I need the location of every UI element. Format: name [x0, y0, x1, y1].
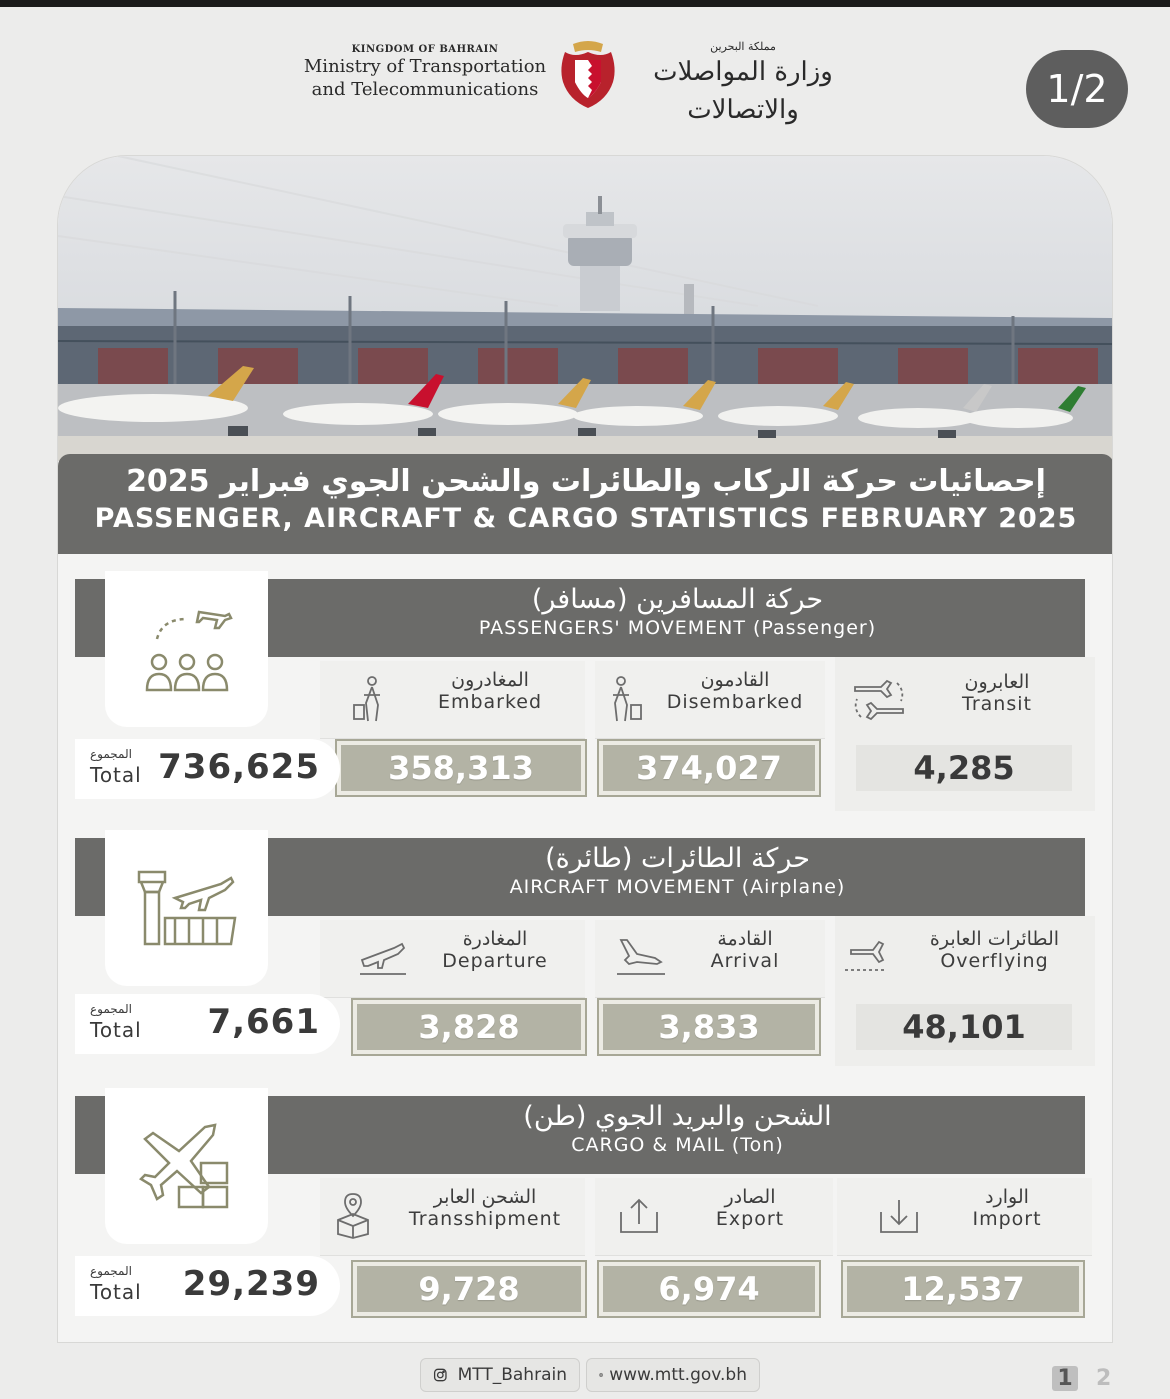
departure-label-english: Departure — [442, 950, 548, 972]
kingdom-label-arabic: مملكة البحرين — [710, 40, 776, 53]
total-label-arabic: المجموع — [90, 747, 132, 761]
arrival-value: 3,833 — [599, 1000, 819, 1054]
transshipment-label — [390, 1186, 580, 1230]
transshipment-label-english: Transshipment — [408, 1208, 562, 1230]
departure-value: 3,828 — [353, 1000, 585, 1054]
departure-label-box — [320, 920, 585, 998]
export-label-box — [595, 1178, 833, 1256]
cargo-plane-boxes-icon — [139, 1121, 235, 1211]
overflying-label-arabic: الطائرات العابرة — [929, 928, 1060, 950]
passengers-total-value: 736,625 — [158, 747, 320, 787]
airport-tower-plane-icon — [135, 868, 239, 948]
passengers-section — [75, 579, 1095, 811]
import-value: 12,537 — [843, 1262, 1083, 1316]
aircraft-section — [75, 838, 1095, 1066]
airport-terminal-image — [58, 156, 1113, 461]
page-pager — [1052, 1366, 1111, 1391]
transshipment-label-arabic: الشحن العابر — [433, 1186, 537, 1208]
aircraft-header-arabic: حركة الطائرات (طائرة) — [545, 843, 810, 874]
export-label-english: Export — [715, 1208, 785, 1230]
total-label-arabic: المجموع — [90, 1264, 132, 1278]
aircraft-total-value: 7,661 — [207, 1002, 320, 1042]
passengers-header-arabic: حركة المسافرين (مسافر) — [531, 584, 824, 615]
report-title-arabic: إحصائيات حركة الركاب والطائرات والشحن الجوي فبراير 2025 — [126, 464, 1046, 499]
total-label — [90, 747, 142, 787]
bahrain-emblem-icon — [555, 38, 621, 110]
cargo-header-arabic: الشحن والبريد الجوي (طن) — [523, 1101, 832, 1132]
statistics-card — [57, 155, 1113, 1343]
page-1-indicator[interactable]: 1 — [1052, 1366, 1078, 1391]
overflying-value: 48,101 — [856, 1004, 1072, 1050]
website-link[interactable] — [586, 1358, 760, 1392]
export-label — [685, 1186, 815, 1230]
download-arrow-icon — [877, 1196, 921, 1236]
export-label-arabic: الصادر — [724, 1186, 776, 1208]
ministry-header — [0, 38, 1170, 125]
website-text: www.mtt.gov.bh — [609, 1365, 747, 1385]
arriving-passenger-icon — [605, 675, 645, 725]
transit-planes-icon — [851, 673, 907, 727]
import-label — [937, 1186, 1077, 1230]
aircraft-header — [270, 838, 1085, 916]
transit-label-box — [837, 661, 1092, 739]
transit-label-arabic: العابرون — [964, 671, 1030, 693]
import-label-arabic: الوارد — [985, 1186, 1029, 1208]
ministry-name-english — [300, 44, 550, 101]
passengers-header — [270, 579, 1085, 657]
total-label — [90, 1002, 142, 1042]
disembarked-label-arabic: القادمون — [700, 669, 770, 691]
total-label — [90, 1264, 142, 1304]
cargo-icon-box — [105, 1088, 268, 1244]
disembarked-label-english: Disembarked — [666, 691, 804, 713]
transit-label-english: Transit — [962, 693, 1032, 715]
cargo-header — [270, 1096, 1085, 1174]
departure-label — [420, 928, 570, 972]
report-title-band — [58, 454, 1113, 554]
embarked-label-arabic: المغادرون — [451, 669, 529, 691]
ministry-name-arabic — [628, 40, 858, 129]
overflying-label-english: Overflying — [940, 950, 1049, 972]
aircraft-total — [75, 994, 340, 1054]
ministry-line-1: Ministry of Transportation — [303, 56, 547, 77]
aircraft-header-english: AIRCRAFT MOVEMENT (Airplane) — [509, 876, 846, 898]
transshipment-box-icon — [330, 1192, 376, 1240]
top-bar — [0, 0, 1170, 7]
instagram-icon — [433, 1366, 448, 1384]
passengers-total — [75, 739, 340, 799]
arrival-label-box — [595, 920, 825, 998]
transit-value: 4,285 — [856, 745, 1072, 791]
passengers-icon-box — [105, 571, 268, 727]
transit-label — [917, 671, 1077, 715]
ministry-line-2: and Telecommunications — [311, 79, 539, 100]
total-label-english: Total — [90, 1280, 142, 1304]
passengers-group-icon — [137, 604, 237, 694]
report-title-english: PASSENGER, AIRCRAFT & CARGO STATISTICS FEBRUARY 2025 — [94, 503, 1078, 534]
disembarked-value: 374,027 — [599, 741, 819, 795]
arrival-label-english: Arrival — [710, 950, 780, 972]
embarked-value: 358,313 — [337, 741, 585, 795]
instagram-handle-text: MTT_Bahrain — [457, 1365, 567, 1385]
departing-passenger-icon — [350, 675, 390, 725]
kingdom-label: KINGDOM OF BAHRAIN — [351, 44, 499, 55]
import-label-english: Import — [972, 1208, 1042, 1230]
embarked-label-english: Embarked — [437, 691, 543, 713]
page-2-indicator[interactable]: 2 — [1096, 1366, 1112, 1391]
aircraft-icon-box — [105, 830, 268, 986]
disembarked-label-box — [595, 661, 825, 739]
embarked-label — [415, 669, 565, 713]
disembarked-label — [650, 669, 820, 713]
total-label-arabic: المجموع — [90, 1002, 132, 1016]
departure-label-arabic: المغادرة — [462, 928, 528, 950]
globe-icon — [599, 1367, 603, 1383]
transshipment-value: 9,728 — [353, 1262, 585, 1316]
cargo-total-value: 29,239 — [182, 1264, 320, 1304]
import-label-box — [837, 1178, 1092, 1256]
upload-arrow-icon — [617, 1196, 661, 1236]
total-label-english: Total — [90, 763, 142, 787]
transshipment-label-box — [320, 1178, 585, 1256]
arrival-label — [685, 928, 805, 972]
overflying-plane-icon — [843, 936, 887, 976]
overflying-label-box — [837, 920, 1092, 998]
instagram-handle[interactable] — [420, 1358, 580, 1392]
total-label-english: Total — [90, 1018, 142, 1042]
embarked-label-box — [320, 661, 585, 739]
cargo-header-english: CARGO & MAIL (Ton) — [571, 1134, 784, 1156]
ministry-arabic: وزارة المواصلات والاتصالات — [653, 57, 833, 125]
plane-landing-icon — [615, 936, 667, 978]
page-indicator-badge: 1/2 — [1026, 50, 1128, 128]
overflying-label — [897, 928, 1092, 972]
cargo-total — [75, 1256, 340, 1316]
arrival-label-arabic: القادمة — [717, 928, 773, 950]
cargo-section — [75, 1096, 1095, 1328]
plane-takeoff-icon — [358, 938, 408, 978]
export-value: 6,974 — [599, 1262, 819, 1316]
passengers-header-english: PASSENGERS' MOVEMENT (Passenger) — [478, 617, 877, 639]
